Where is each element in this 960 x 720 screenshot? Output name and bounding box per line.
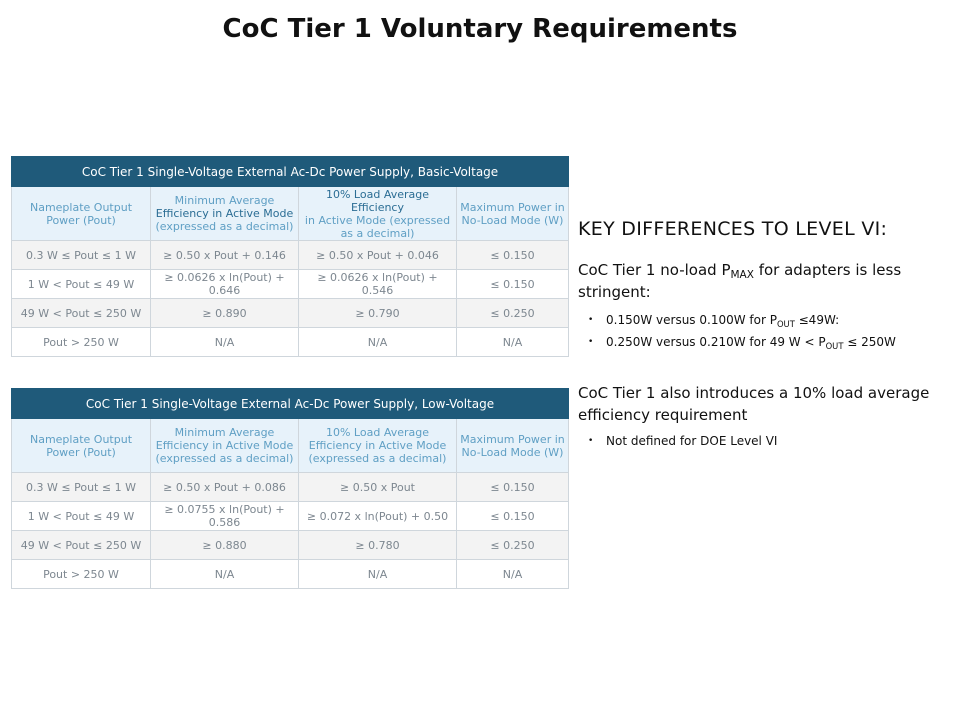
table-caption: CoC Tier 1 Single-Voltage External Ac-Dc Power Supply, Low-Voltage [12,389,569,419]
cell: ≥ 0.50 x Pout + 0.046 [299,241,457,270]
cell: ≥ 0.890 [151,299,299,328]
bullet-icon: • [588,315,594,325]
basic-voltage-table [11,156,569,357]
load-efficiency-paragraph: CoC Tier 1 also introduces a 10% load average efficiency requirement [578,384,930,424]
cell: 49 W < Pout ≤ 250 W [12,299,151,328]
no-load-paragraph [578,259,958,303]
header-min-average-efficiency [151,187,299,241]
header-max-no-load-power: Maximum Power in No-Load Mode (W) [457,419,569,473]
cell: ≥ 0.50 x Pout [299,473,457,502]
header-max-no-load-power: Maximum Power in No-Load Mode (W) [457,187,569,241]
paragraph-text: CoC Tier 1 no-load P [578,261,731,279]
bullet-text: 0.150W versus 0.100W for P [606,313,777,327]
header-min-average-efficiency: Minimum Average Efficiency in Active Mode (expressed as a decimal) [151,419,299,473]
pmax-subscript: MAX [730,269,754,281]
cell: ≥ 0.50 x Pout + 0.146 [151,241,299,270]
bullet-icon: • [588,337,594,347]
bullet-icon: • [588,436,594,446]
cell: ≥ 0.880 [151,531,299,560]
header-text: Minimum Average [174,194,275,207]
list-item [588,430,777,452]
table-row [12,473,569,502]
header-nameplate-output-power: Nameplate Output Power (Pout) [12,419,151,473]
bullet-text: 0.250W versus 0.210W for 49 W < P [606,335,826,349]
cell: ≤ 0.250 [457,531,569,560]
cell: ≥ 0.0626 x ln(Pout) + 0.546 [299,270,457,299]
header-nameplate-output-power: Nameplate Output Power (Pout) [12,187,151,241]
low-voltage-table [11,388,569,589]
slide-title: CoC Tier 1 Voluntary Requirements [222,14,738,44]
header-10pct-load-efficiency: 10% Load Average Efficiency in Active Mode (expressed as a decimal) [299,419,457,473]
cell: 49 W < Pout ≤ 250 W [12,531,151,560]
cell: ≤ 0.150 [457,241,569,270]
cell: 0.3 W ≤ Pout ≤ 1 W [12,473,151,502]
cell: ≥ 0.0755 x ln(Pout) + 0.586 [151,502,299,531]
cell: ≤ 0.150 [457,502,569,531]
cell: ≤ 0.250 [457,299,569,328]
cell: ≥ 0.790 [299,299,457,328]
header-text: (expressed as a decimal) [155,220,294,233]
cell: ≥ 0.072 x ln(Pout) + 0.50 [299,502,457,531]
header-10pct-load-efficiency [299,187,457,241]
cell: 1 W < Pout ≤ 49 W [12,270,151,299]
load-efficiency-bullet-list [588,430,777,452]
bullet-text: Not defined for DOE Level VI [606,434,778,448]
paragraph-text: for adapters is less stringent: [578,261,902,301]
cell: ≥ 0.0626 x ln(Pout) + 0.646 [151,270,299,299]
cell: N/A [151,328,299,357]
cell: ≥ 0.50 x Pout + 0.086 [151,473,299,502]
key-differences-heading: KEY DIFFERENCES TO LEVEL VI: [578,218,888,240]
table-row [12,328,569,357]
table-row [12,502,569,531]
pout-subscript: OUT [825,341,844,351]
header-text-emphasis: Efficiency in Active Mode [155,207,294,220]
list-item [588,309,896,331]
cell: Pout > 250 W [12,328,151,357]
table-row [12,270,569,299]
table-row [12,531,569,560]
list-item [588,331,896,353]
cell: N/A [457,328,569,357]
table-row [12,299,569,328]
header-text-emphasis: 10% Load Average Efficiency [325,187,429,214]
cell: N/A [299,328,457,357]
no-load-bullet-list [588,309,896,353]
cell: N/A [151,560,299,589]
cell: N/A [299,560,457,589]
bullet-text: ≤ 250W [843,335,896,349]
table-row [12,241,569,270]
cell: 0.3 W ≤ Pout ≤ 1 W [12,241,151,270]
table-row [12,560,569,589]
cell: ≤ 0.150 [457,270,569,299]
bullet-text: ≤49W: [794,313,840,327]
cell: ≥ 0.780 [299,531,457,560]
cell: N/A [457,560,569,589]
pout-subscript: OUT [776,319,795,329]
header-text: in Active Mode (expressed as a decimal) [304,213,451,240]
cell: ≤ 0.150 [457,473,569,502]
cell: 1 W < Pout ≤ 49 W [12,502,151,531]
cell: Pout > 250 W [12,560,151,589]
table-caption: CoC Tier 1 Single-Voltage External Ac-Dc Power Supply, Basic-Voltage [12,157,569,187]
